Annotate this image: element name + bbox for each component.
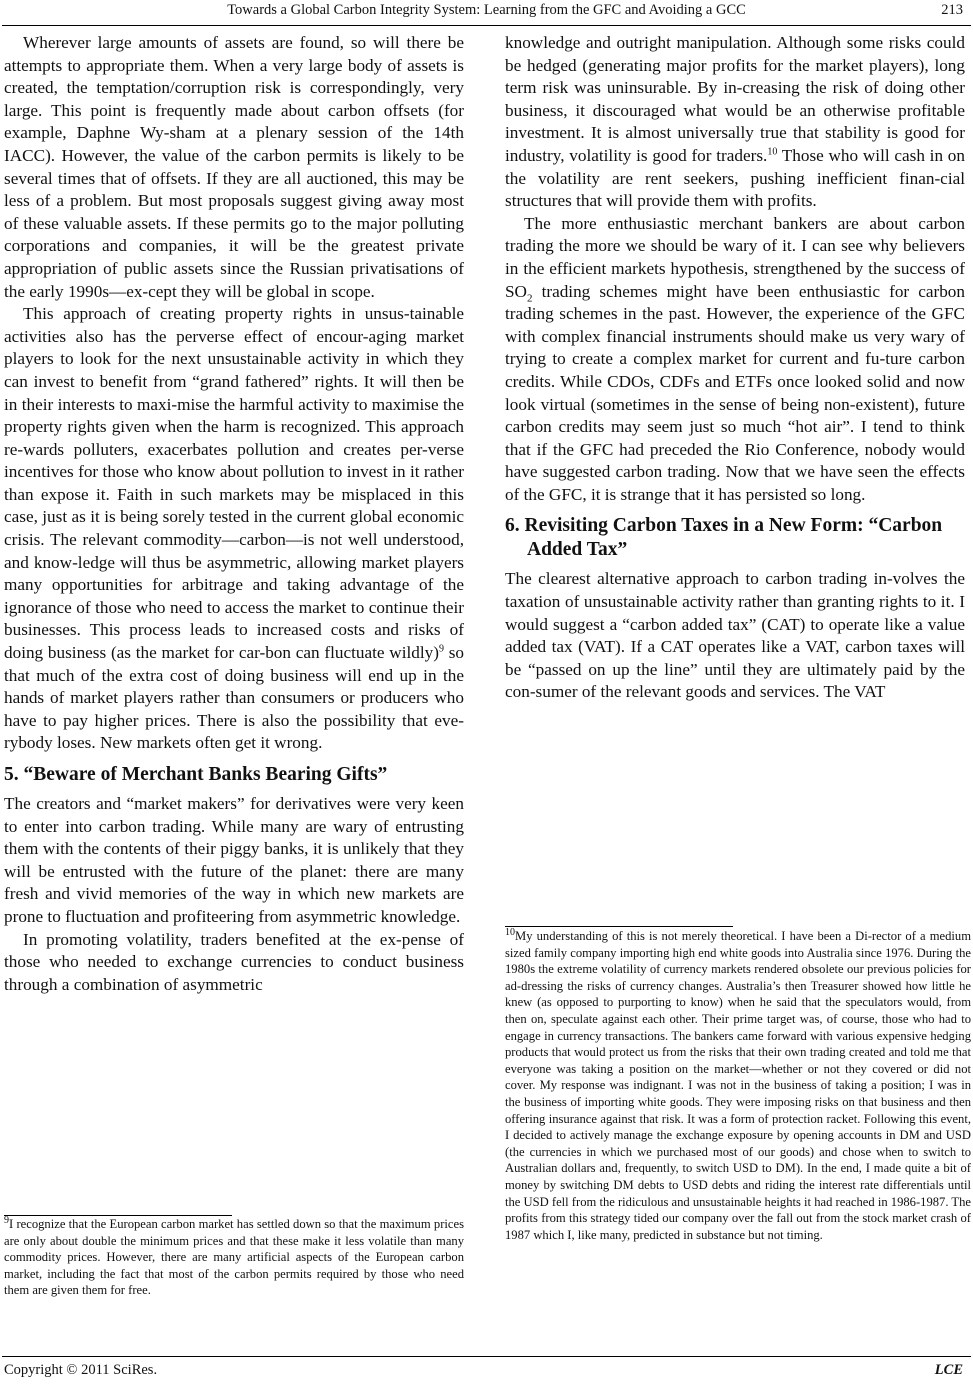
running-title: Towards a Global Carbon Integrity System: Learning from the GFC and Avoiding a GCC [227, 2, 746, 18]
paragraph [505, 32, 965, 213]
paragraph: The clearest alternative approach to carbon trading in-volves the taxation of unsustainable activity rather than granting rights to it. I would suggest a “carbon added tax” (CAT) to operate like a value added tax (VAT). If a CAT operates like a VAT, carbon taxes will be “passed on up the line” until they are ultimately paid by the con-sumer of the relevant goods and services. The VAT [505, 569, 965, 702]
footnote-10 [505, 928, 971, 1243]
header-rule [2, 25, 971, 26]
paragraph-text: knowledge and outright manipulation. Although some risks could be hedged (generating major profits for the market players), long term risk was uninsurable. By in-creasing the risk of doing other business, it discouraged what would be an otherwise profitable investment. It is almost universally true that stability is good for industry, volatility is good for traders. [505, 33, 965, 165]
left-column [4, 32, 464, 996]
running-header [0, 0, 973, 34]
paragraph-text: This approach of creating property rights in unsus-tainable activities also has the perverse effect of encour-aging market players to look for the next unsustainable activity in which they can invest to benefit from “grand fathered” rights. It will then be in their interests to maxi-mise the harmful activity to maximise the property rights given when the harm is recognized. This approach re-wards polluters, exacerbates pollution and creates per-verse incentives for those who know about pollution to invest in it rather than expose it. Faith in such markets may be misplaced in this case, just as it is being sorely tested in the current global economic crisis. The relevant commodity—carbon—is not well understood, and know-ledge will thus be asymmetric, allowing market players many opportunities for arbitrage and taking advantage of the ignorance of those who need to access the market to continue their businesses. This process leads to increased costs and risks of doing business (as the market for car-bon can fluctuate wildly) [4, 304, 464, 663]
right-column [505, 32, 965, 704]
footer-rule [2, 1356, 971, 1357]
footnote-ref-9[interactable]: 9 [438, 643, 444, 655]
footnote-text: My understanding of this is not merely theoretical. I have been a Di-rector of a medium sized family company importing high end white goods into Australia since 1976. During the 1980s the extreme volatility of currency markets rendered obsolete our previous policies for ad-dressing the risks of currency changes. Australia’s then Treasurer showed how little he knew (as opposed to purporting to know) when he said that the speculators would, from then on, speculate against each other. Their prime target was, of course, those who had to engage in currency transactions. The bankers came forward with various expensive hedging products that would protect us from the risks that their own trading created and told me that everyone was taking a position on the market—whether or not they covered or did not cover. My response was indignant. I was not in the business of taking a position; I was in the business of importing white goods. They were imposing risks on that business and then offering insurance against that risk. It was a form of protection racket. Following this event, I decided to actively manage the exchange exposure by opening accounts in DM and USD (the currencies in which we purchased most of our goods) and chose when to switch to Australian dollars and, frequently, to switch USD to DM). In the end, I made quite a bit of money by switching DM debts to USD debts and riding the interest rate differentials until the USD fell from the ridiculous and unsustainable heights it had reached in 1986-1987. The profits from this strategy tided our company over the fall out from the stock market crash of 1987 which I, like many, predicted in substance but not timing. [505, 929, 971, 1242]
footnote-text: I recognize that the European carbon market has settled down so that the maximum prices are only about double the minimum prices and that these make it less volatile than many commodity prices. However, there are many artificial aspects of the European carbon market, including the fact that most of the carbon permits required by those who need them are given them for free. [4, 1217, 464, 1298]
paragraph [505, 213, 965, 507]
footnote-ref-10[interactable]: 10 [767, 146, 778, 158]
footnote-marker: 10 [505, 926, 515, 938]
paragraph [4, 303, 464, 755]
footnote-rule [505, 926, 733, 927]
paragraph: Wherever large amounts of assets are found, so will there be attempts to appropriate them. When a very large body of assets is created, the temptation/corruption risk is correspondingly, very large. This point is frequently made about carbon offsets (for example, Daphne Wy-sham at a plenary session of the 14th IACC). However, the value of the carbon permits is likely to be several times that of offsets. If they are all auctioned, this may be less of a problem. But most proposals suggest giving away most of these valuable assets. If these permits go to the major polluting corporations and companies, it will be the greatest private appropriation of public assets since the Russian privatisations of the early 1990s—ex-cept they will be global in scope. [4, 33, 464, 301]
section-heading-5: 5. “Beware of Merchant Banks Bearing Gifts” [4, 764, 388, 785]
paragraph-text: so that much of the extra cost of doing business will end up in the hands of market players rather than consumers or producers who have to pay higher prices. There is also the possibility that eve-rybody loses. New markets often get it wrong. [4, 643, 464, 753]
paragraph: The creators and “market makers” for derivatives were very keen to enter into carbon trading. While many are wary of entrusting them with the contents of their piggy banks, it is unlikely that they will be entrusted with the future of the planet: there are many fresh and vivid memories of the way in which new markets are prone to fluctuation and profiteering from asymmetric knowledge. [4, 794, 464, 926]
paragraph-text: The more enthusiastic merchant bankers are about carbon trading the more we should be wary of it. I can see why believers in the efficient markets hypothesis, strengthened by the success of SO [505, 213, 965, 301]
journal-abbrev: LCE [934, 1362, 963, 1378]
copyright: Copyright © 2011 SciRes. [4, 1362, 158, 1378]
section-heading-6: 6. Revisiting Carbon Taxes in a New Form: “Carbon Added Tax” [505, 515, 943, 561]
paragraph-text: Those who will cash in on the volatility are rent seekers, pushing inefficient finan-cial structures that will provide them with profits. [505, 145, 965, 211]
paragraph: In promoting volatility, traders benefited at the ex-pense of those who needed to exchange currencies to conduct business through a combination of asymmetric [4, 929, 464, 994]
page-footer [0, 1356, 973, 1384]
paragraph-text: trading schemes might have been enthusiastic for carbon trading schemes in the past. However, the experience of the GFC with complex financial instruments should make us very wary of trying to create a complex market for current and fu-ture carbon credits. While CDOs, CDFs and ETFs once looked solid and now look virtual (sometimes in the sense of being non-existent), future carbon credits may seem just so much “hot air”. I tend to think that if the GFC had preceded the Rio Conference, nobody would have suggested carbon trading. Now that we have seen the effects of the GFC, it is strange that it has persisted so long. [505, 281, 965, 504]
footnote-marker: 9 [4, 1214, 9, 1226]
subscript: 2 [526, 291, 533, 304]
page-number: 213 [941, 2, 963, 18]
footnote-9 [4, 1216, 464, 1299]
